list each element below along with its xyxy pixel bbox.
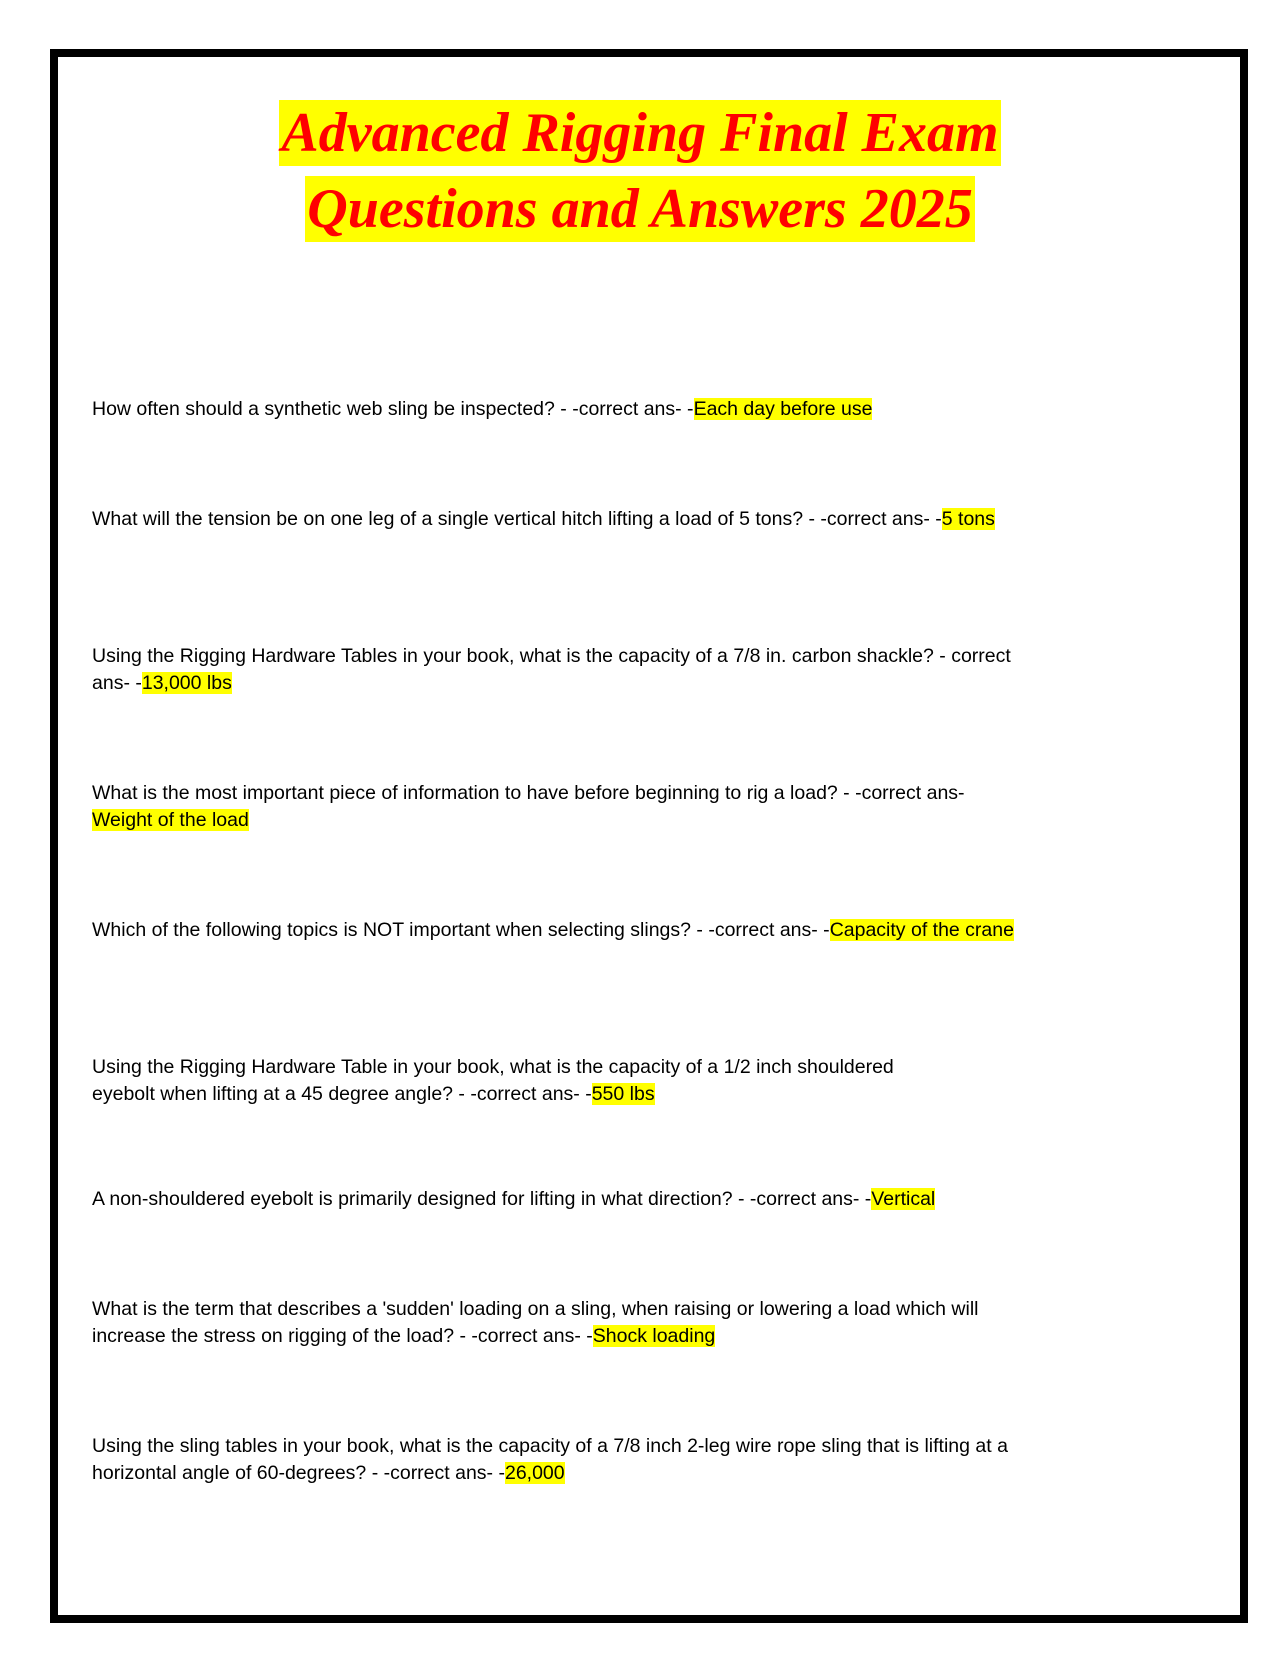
question-text: Using the Rigging Hardware Table in your book, what is the capacity of a 1/2 inch shouldered eyebolt when lifting at a 45 degree angle? - -correct ans- - xyxy=(92,1056,894,1105)
answer-highlight: 26,000 xyxy=(504,1462,565,1484)
qa-item xyxy=(92,917,1027,944)
answer-highlight: Weight of the load xyxy=(92,809,249,831)
question-text: Using the sling tables in your book, what is the capacity of a 7/8 inch 2-leg wire rope sling that is lifting at a horizontal angle of 60-degrees? - -correct ans- - xyxy=(92,1435,1008,1484)
qa-item xyxy=(92,1433,1082,1487)
qa-item xyxy=(92,643,1027,697)
qa-item xyxy=(92,1186,1092,1213)
question-text: What is the term that describes a 'sudden' loading on a sling, when raising or lowering a load which will increase the stress on rigging of the load? - -correct ans- - xyxy=(92,1298,979,1347)
qa-item xyxy=(92,780,992,834)
qa-item xyxy=(92,1296,1017,1350)
page-border xyxy=(50,49,1248,1623)
qa-item xyxy=(92,506,1027,533)
answer-highlight: 550 lbs xyxy=(591,1083,655,1105)
answer-highlight: 13,000 lbs xyxy=(141,672,232,694)
answer-highlight: Each day before use xyxy=(693,398,873,420)
qa-item xyxy=(92,396,1092,423)
title-line-2: Questions and Answers 2025 xyxy=(307,178,973,240)
question-text: A non-shouldered eyebolt is primarily designed for lifting in what direction? - -correct ans- - xyxy=(92,1188,872,1210)
question-text: How often should a synthetic web sling be inspected? - -correct ans- - xyxy=(92,398,694,420)
answer-highlight: 5 tons xyxy=(941,508,995,530)
answer-highlight: Capacity of the crane xyxy=(829,919,1014,941)
answer-highlight: Shock loading xyxy=(592,1325,716,1347)
question-text: What is the most important piece of information to have before beginning to rig a load? - -correct ans- xyxy=(92,782,965,804)
question-text: What will the tension be on one leg of a single vertical hitch lifting a load of 5 tons? - -correct ans- - xyxy=(92,508,942,530)
answer-highlight: Vertical xyxy=(871,1188,936,1210)
document-title xyxy=(0,100,1280,252)
question-text: Using the Rigging Hardware Tables in your book, what is the capacity of a 7/8 in. carbon shackle? - correct ans- - xyxy=(92,645,1011,694)
question-text: Which of the following topics is NOT important when selecting slings? - -correct ans- - xyxy=(92,919,830,941)
title-line-1: Advanced Rigging Final Exam xyxy=(281,102,999,164)
qa-item xyxy=(92,1054,962,1108)
